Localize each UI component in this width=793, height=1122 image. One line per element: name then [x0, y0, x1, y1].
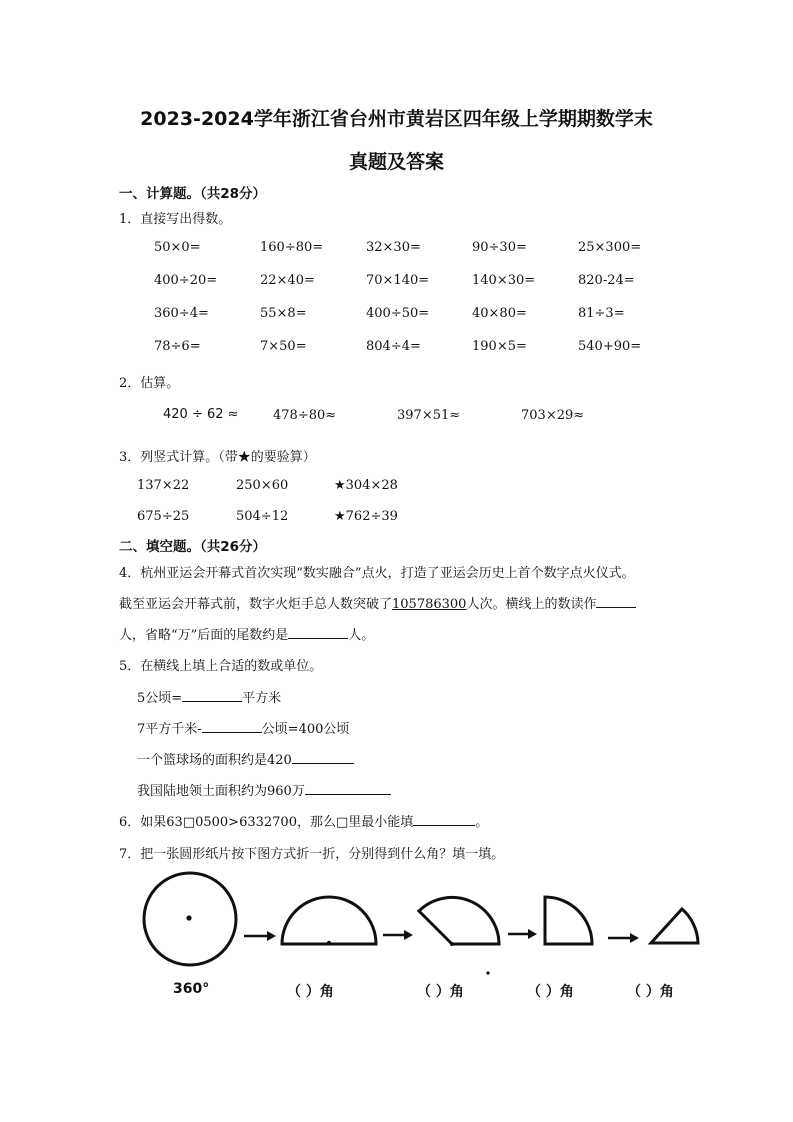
caption-angle: （ ）角 [287, 984, 334, 1000]
vertical-calc-item: 137×22 [137, 478, 190, 493]
calc-item: 55×8= [260, 306, 307, 321]
vertical-calc-item: 675÷25 [137, 509, 190, 524]
q4-line-2-post: 人次。横线上的数读作 [466, 597, 597, 612]
obtuse-sector-shape [419, 897, 499, 946]
vertical-calc-item: ★304×28 [334, 478, 398, 493]
calc-item: 25×300= [578, 240, 642, 255]
section-2-heading: 二、填空题。（共26分） [119, 539, 267, 555]
q4-line-1: 4．杭州亚运会开幕式首次实现“数实融合”点火，打造了亚运会历史上首个数字点火仪式。 [119, 566, 635, 581]
calc-item: 360÷4= [154, 306, 209, 321]
vertical-calc-item: ★762÷39 [334, 509, 398, 524]
calc-item: 190×5= [472, 339, 527, 354]
q4-line-3-post: 人。 [348, 628, 375, 643]
q3-label: 3．列竖式计算。（带★的要验算） [119, 450, 316, 465]
caption-360: 360° [173, 981, 210, 997]
q4-line-3-pre: 人，省略“万”后面的尾数约是 [119, 628, 289, 643]
vertical-calc-item: 250×60 [236, 478, 289, 493]
arrow-icon [383, 930, 413, 940]
vertical-calc-item: 504÷12 [236, 509, 289, 524]
page-title: 2023-2024学年浙江省台州市黄岩区四年级上学期期数学末 [140, 108, 653, 130]
calc-item: 804÷4= [366, 339, 421, 354]
calc-item: 400÷50= [366, 306, 430, 321]
acute-sector-shape [651, 909, 698, 943]
q5-label: 5．在横线上填上合适的数或单位。 [119, 659, 323, 674]
calc-item: 400÷20= [154, 273, 218, 288]
calc-item: 78÷6= [154, 339, 201, 354]
caption-angle: （ ）角 [627, 984, 674, 1000]
semicircle-shape [282, 897, 376, 945]
caption-angle: （ ）角 [527, 984, 574, 1000]
calc-item: 7×50= [260, 339, 307, 354]
arrow-icon [508, 929, 537, 939]
calc-item: 160÷80= [260, 240, 324, 255]
calc-item: 50×0= [154, 240, 201, 255]
arrow-icon [608, 933, 639, 943]
arrow-icon [244, 931, 276, 941]
q5-a-post: 平方米 [242, 691, 282, 706]
calc-item: 70×140= [366, 273, 430, 288]
estimate-item: 397×51≈ [397, 408, 461, 423]
estimate-item: 420 ÷ 62 ≈ [163, 407, 239, 422]
caption-angle: （ ）角 [417, 984, 464, 1000]
q5-b-pre: 7平方千米- [137, 722, 202, 737]
calc-item: 540+90= [578, 339, 642, 354]
page-subtitle: 真题及答案 [348, 151, 444, 173]
estimate-item: 478÷80≈ [273, 408, 337, 423]
calc-item: 90÷30= [472, 240, 527, 255]
calc-item: 820-24= [578, 273, 635, 288]
q5-c-pre: 一个篮球场的面积约是420 [137, 753, 292, 768]
dot-mark [486, 971, 489, 974]
calc-item: 32×30= [366, 240, 421, 255]
quarter-circle-shape [545, 897, 592, 944]
full-circle-shape [144, 873, 236, 965]
q7-label: 7．把一张圆形纸片按下图方式折一折，分别得到什么角？填一填。 [119, 847, 505, 862]
q5-a-pre: 5公顷= [137, 691, 183, 706]
section-1-heading: 一、计算题。（共28分） [119, 186, 267, 202]
calc-item: 40×80= [472, 306, 527, 321]
q4-line-2-pre: 截至亚运会开幕式前，数字火炬手总人数突破了 [119, 597, 393, 612]
calc-item: 140×30= [472, 273, 536, 288]
q1-label: 1．直接写出得数。 [119, 212, 232, 227]
q6-post: 。 [475, 815, 489, 830]
q4-number: 105786300 [392, 597, 467, 612]
q2-label: 2．估算。 [119, 376, 180, 391]
calc-item: 22×40= [260, 273, 315, 288]
estimate-item: 703×29≈ [521, 408, 585, 423]
calc-item: 81÷3= [578, 306, 625, 321]
q5-d-pre: 我国陆地领土面积约为960万 [137, 784, 305, 799]
q5-b-post: 公顷=400公顷 [261, 722, 350, 737]
q6-pre: 6．如果63□0500>6332700，那么□里最小能填 [119, 815, 414, 830]
